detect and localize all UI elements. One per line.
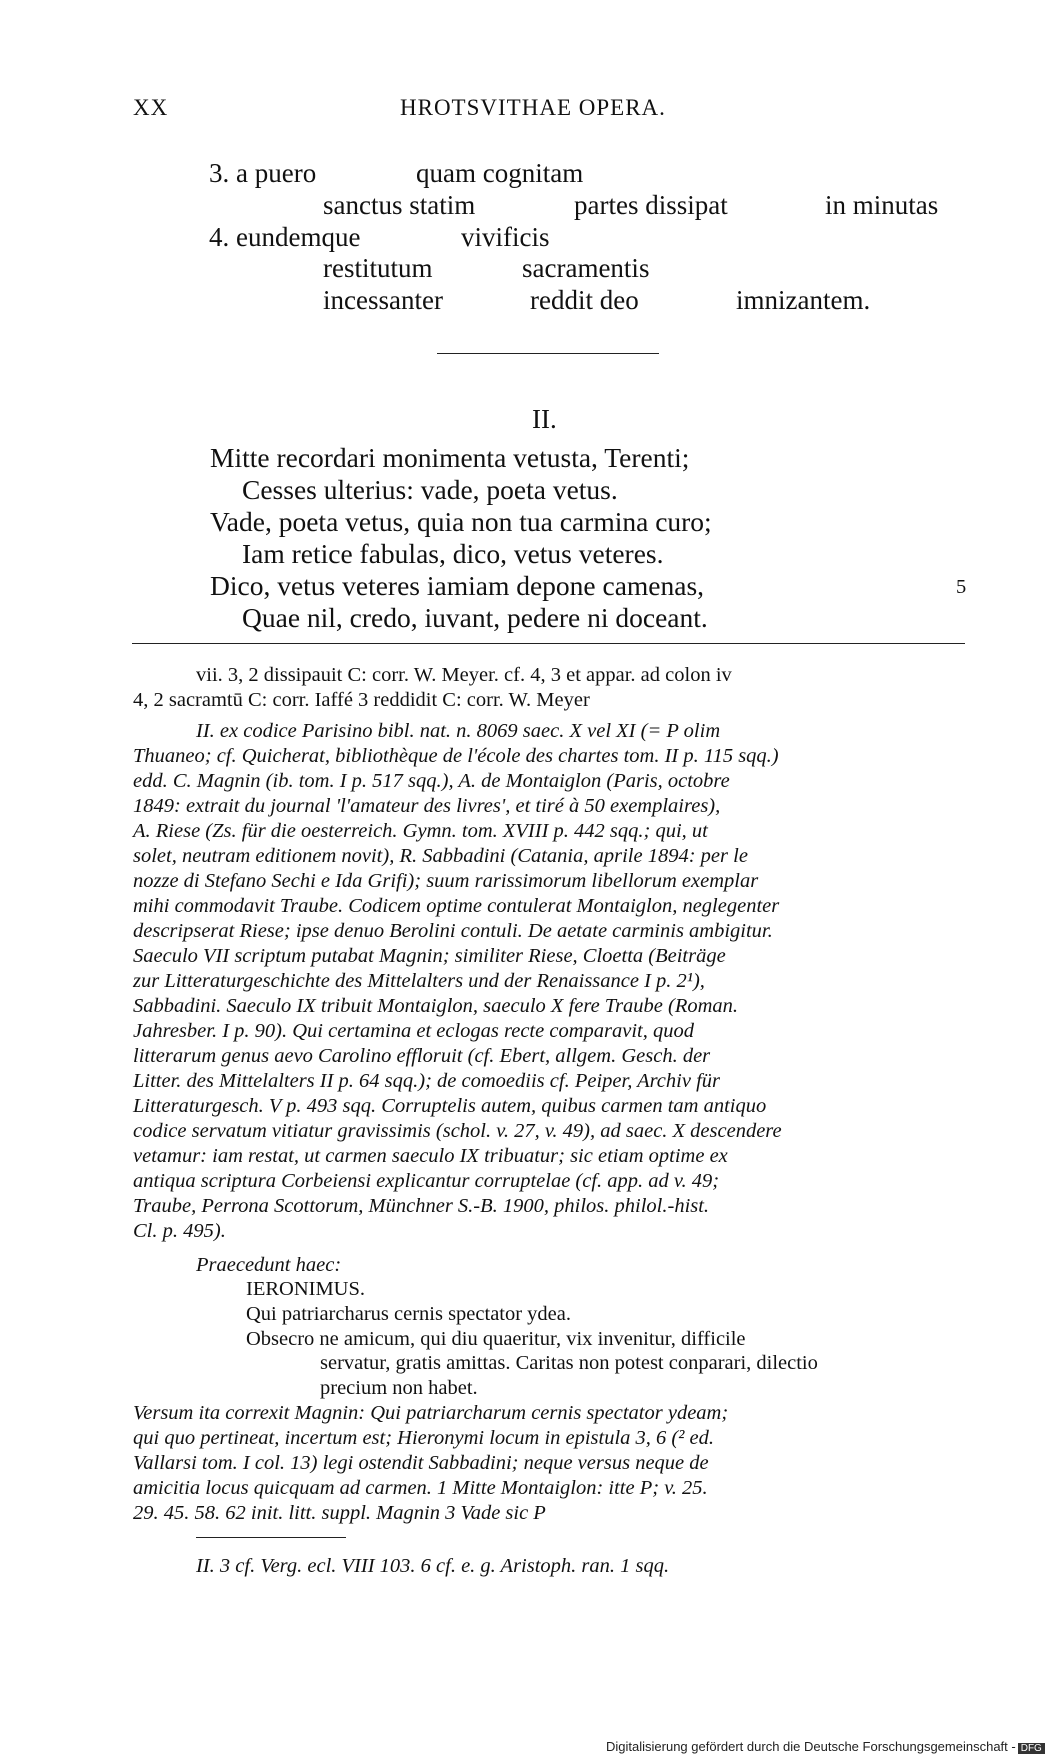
apparatus-line: Litter. des Mittelalters II p. 64 sqq.); de comoediis cf. Peiper, Archiv für	[133, 1070, 721, 1092]
apparatus-line: qui quo pertineat, incertum est; Hieronymi locum in epistula 3, 6 (² ed.	[133, 1427, 714, 1449]
apparatus-line: antiqua scriptura Corbeiensi explicantur corruptelae (cf. app. ad v. 49;	[133, 1170, 720, 1192]
apparatus-line: solet, neutram editionem novit), R. Sabbadini (Catania, aprile 1894: per le	[133, 845, 748, 867]
apparatus-line: Qui patriarcharus cernis spectator ydea.	[246, 1303, 572, 1325]
apparatus-line: litterarum genus aevo Carolino effloruit (cf. Ebert, allgem. Gesch. der	[133, 1045, 711, 1067]
apparatus-line: precium non habet.	[320, 1377, 478, 1399]
apparatus-line: zur Litteraturgeschichte des Mittelalters und der Renaissance I p. 2¹),	[133, 970, 705, 992]
apparatus-line: 29. 45. 58. 62 init. litt. suppl. Magnin 3 Vade sic P	[133, 1502, 546, 1524]
verse-line: incessanter	[323, 285, 443, 315]
sources-rule	[196, 1537, 346, 1538]
apparatus-line: nozze di Stefano Sechi e Ida Grifi); suum rarissimorum libellorum exemplar	[133, 870, 759, 892]
verse-line: sanctus statim	[323, 190, 476, 220]
apparatus-line: Versum ita correxit Magnin: Qui patriarcharum cernis spectator ydeam;	[133, 1402, 729, 1424]
poem-line: Cesses ulterius: vade, poeta vetus.	[242, 474, 618, 505]
apparatus-line: mihi commodavit Traube. Codicem optime contulerat Montaiglon, neglegenter	[133, 895, 780, 917]
apparatus-line: Cl. p. 495).	[133, 1220, 226, 1242]
apparatus-line: vetamur: iam restat, ut carmen saeculo IX tribuatur; sic etiam optime ex	[133, 1145, 728, 1167]
verse-line: vivificis	[461, 222, 550, 252]
verse-line: imnizantem.	[736, 285, 871, 315]
poem-line: Iam retice fabulas, dico, vetus veteres.	[242, 538, 664, 569]
apparatus-line: II. ex codice Parisino bibl. nat. n. 8069 saec. X vel XI (= P olim	[196, 720, 721, 742]
apparatus-line: Praecedunt haec:	[196, 1254, 342, 1276]
apparatus-line: Saeculo VII scriptum putabat Magnin; similiter Riese, Cloetta (Beiträge	[133, 945, 726, 967]
sources-line: II. 3 cf. Verg. ecl. VIII 103. 6 cf. e. g. Aristoph. ran. 1 sqq.	[196, 1555, 670, 1577]
verse-line: 4. eundemque	[209, 222, 361, 252]
apparatus-rule	[132, 643, 965, 644]
verse-line: reddit deo	[530, 285, 639, 315]
running-title: HROTSVITHAE OPERA.	[400, 95, 666, 120]
apparatus-line: Jahresber. I p. 90). Qui certamina et eclogas recte comparavit, quod	[133, 1020, 694, 1042]
apparatus-line: servatur, gratis amittas. Caritas non potest conparari, dilectio	[320, 1352, 818, 1374]
poem-line: Mitte recordari monimenta vetusta, Terenti;	[210, 442, 690, 473]
apparatus-line: vii. 3, 2 dissipauit C: corr. W. Meyer. cf. 4, 3 et appar. ad colon iv	[196, 664, 732, 686]
apparatus-line: Traube, Perrona Scottorum, Münchner S.-B. 1900, philos. philol.-hist.	[133, 1195, 710, 1217]
credit-text: Digitalisierung gefördert durch die Deutsche Forschungsgemeinschaft -	[606, 1739, 1016, 1754]
verse-line: partes dissipat	[574, 190, 728, 220]
dfg-logo: DFG	[1018, 1743, 1045, 1754]
section-heading: II.	[532, 404, 557, 434]
apparatus-line: codice servatum vitiatur gravissimis (schol. v. 27, v. 49), ad saec. X descendere	[133, 1120, 782, 1142]
apparatus-line: IERONIMUS.	[246, 1278, 366, 1300]
verse-line: in minutas	[825, 190, 939, 220]
poem-line: Quae nil, credo, iuvant, pedere ni doceant.	[242, 602, 708, 633]
apparatus-line: Vallarsi tom. I col. 13) legi ostendit Sabbadini; neque versus neque de	[133, 1452, 709, 1474]
apparatus-line: Litteraturgesch. V p. 493 sqq. Corruptelis autem, quibus carmen tam antiquo	[133, 1095, 767, 1117]
verse-line: restitutum	[323, 253, 433, 283]
poem-line: Dico, vetus veteres iamiam depone camenas,	[210, 570, 705, 601]
verse-line: 3. a puero	[209, 158, 317, 188]
apparatus-line: 1849: extrait du journal 'l'amateur des livres', et tiré à 50 exemplaires),	[133, 795, 721, 817]
apparatus-line: Thuaneo; cf. Quicherat, bibliothèque de l'école des chartes tom. II p. 115 sqq.)	[133, 745, 779, 767]
verse-line: quam cognitam	[416, 158, 584, 188]
apparatus-line: A. Riese (Zs. für die oesterreich. Gymn. tom. XVIII p. 442 sqq.; qui, ut	[133, 820, 708, 842]
verse-line: sacramentis	[522, 253, 650, 283]
apparatus-line: Obsecro ne amicum, qui diu quaeritur, vix invenitur, difficile	[246, 1328, 746, 1350]
apparatus-line: descripserat Riese; ipse denuo Berolini contuli. De aetate carminis ambigitur.	[133, 920, 773, 942]
apparatus-line: 4, 2 sacramtū C: corr. Iaffé 3 reddidit C: corr. W. Meyer	[133, 689, 590, 711]
apparatus-line: edd. C. Magnin (ib. tom. I p. 517 sqq.), A. de Montaiglon (Paris, octobre	[133, 770, 730, 792]
apparatus-line: amicitia locus quicquam ad carmen. 1 Mitte Montaiglon: itte P; v. 25.	[133, 1477, 708, 1499]
digitization-credit	[606, 1739, 1045, 1754]
line-number: 5	[956, 576, 967, 598]
apparatus-line: Sabbadini. Saeculo IX tribuit Montaiglon, saeculo X fere Traube (Roman.	[133, 995, 739, 1017]
page-number: XX	[133, 95, 169, 120]
section-divider	[437, 353, 659, 354]
poem-line: Vade, poeta vetus, quia non tua carmina curo;	[210, 506, 712, 537]
